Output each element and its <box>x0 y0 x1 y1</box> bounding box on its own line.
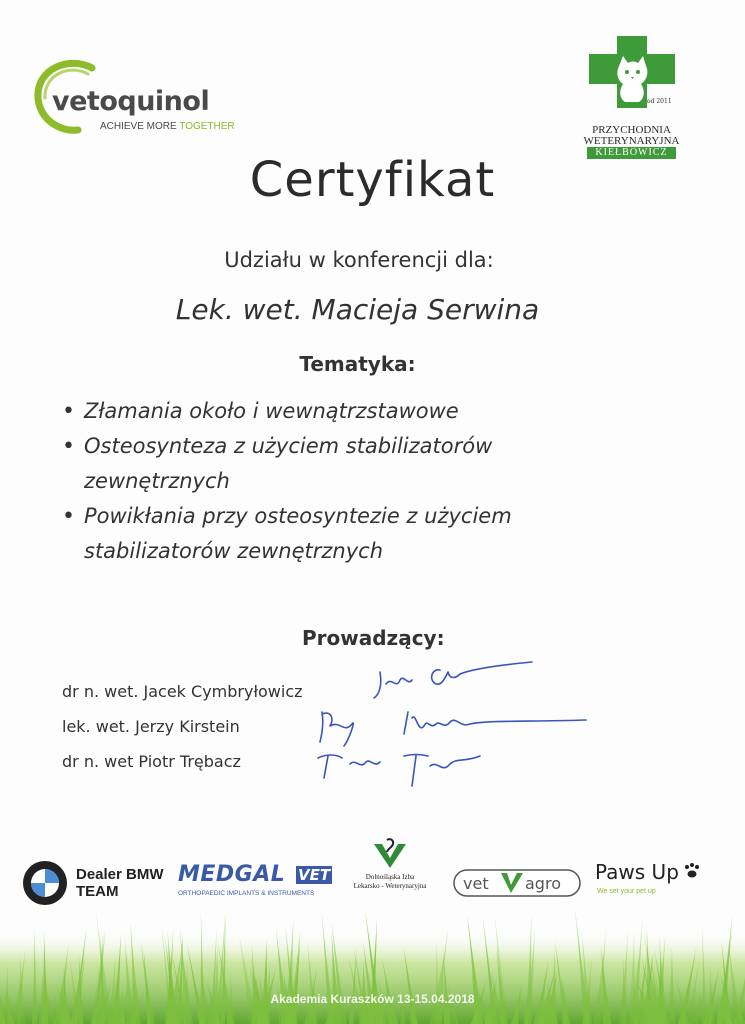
topic-item: • Osteosynteza z użyciem stabilizatorów zewnętrznych <box>60 429 620 499</box>
vetoquinol-wordmark: vetoquinol <box>52 86 210 117</box>
signature-kirstein <box>320 712 586 746</box>
vetoquinol-tagline-highlight: TOGETHER <box>179 121 235 132</box>
certificate-title: Certyfikat <box>249 152 496 208</box>
medgal-vet-badge: VET <box>298 866 331 884</box>
clinic-logo <box>584 36 684 166</box>
clinic-name <box>579 125 684 147</box>
topic-item: • Powikłania przy osteosyntezie z użyciem stabilizatorów zewnętrznych <box>60 499 620 569</box>
vetagro-logo <box>453 869 581 897</box>
medgal-subtitle: ORTHOPAEDIC IMPLANTS & INSTRUMENTS <box>178 890 315 897</box>
clinic-city-banner: KIEŁBOWICZ <box>587 147 676 159</box>
dil-line2: Lekarsko - Weterynaryjna <box>353 882 427 890</box>
recipient-name: Lek. wet. Macieja Serwina <box>175 293 540 326</box>
dil-name <box>336 873 444 891</box>
clinic-since-label: od 2011 <box>647 98 672 105</box>
sponsor-dil <box>336 838 444 902</box>
leaders-heading: Prowadzący: <box>302 626 445 650</box>
event-footer: Akademia Kuraszków 13-15.04.2018 <box>270 992 475 1006</box>
signature-trebacz <box>318 755 480 787</box>
medgal-wordmark: MEDGAL <box>178 862 286 887</box>
sponsor-vetagro <box>453 869 581 897</box>
bmw-dealer-text <box>76 866 164 900</box>
vetoquinol-logo <box>30 58 235 138</box>
vetoquinol-tagline-start: ACHIEVE MORE <box>100 121 180 132</box>
topics-list <box>60 394 620 569</box>
vetoquinol-tagline <box>100 121 235 132</box>
bmw-line1: Dealer BMW <box>76 866 164 883</box>
certificate-subtitle: Udziału w konferencji dla: <box>224 248 494 272</box>
sponsor-pawsup <box>595 860 705 900</box>
signature-cymbrylowicz <box>374 662 532 698</box>
clinic-name-line1: PRZYCHODNIA <box>592 124 671 136</box>
leader-item: dr n. wet. Jacek Cymbryłowicz <box>62 682 303 701</box>
sponsor-medgal <box>178 862 331 902</box>
signatures <box>300 650 600 800</box>
topic-item: • Złamania około i wewnątrzstawowe <box>60 394 620 429</box>
leader-item: dr n. wet Piotr Trębacz <box>62 752 241 771</box>
paw-icon <box>683 862 701 880</box>
clinic-name-line2: WETERYNARYJNA <box>583 135 680 147</box>
leader-item: lek. wet. Jerzy Kirstein <box>62 717 240 736</box>
dil-line1: Dolnośląska Izba <box>365 873 415 881</box>
vetagro-part1: vet <box>463 874 489 893</box>
topics-heading: Tematyka: <box>299 352 416 376</box>
pawsup-wordmark: Paws Up <box>595 860 679 884</box>
bmw-line2: TEAM <box>76 883 119 900</box>
vetagro-part2: agro <box>525 874 561 893</box>
dil-emblem-icon <box>370 838 410 872</box>
pawsup-tagline: We set your pet up <box>597 888 656 895</box>
